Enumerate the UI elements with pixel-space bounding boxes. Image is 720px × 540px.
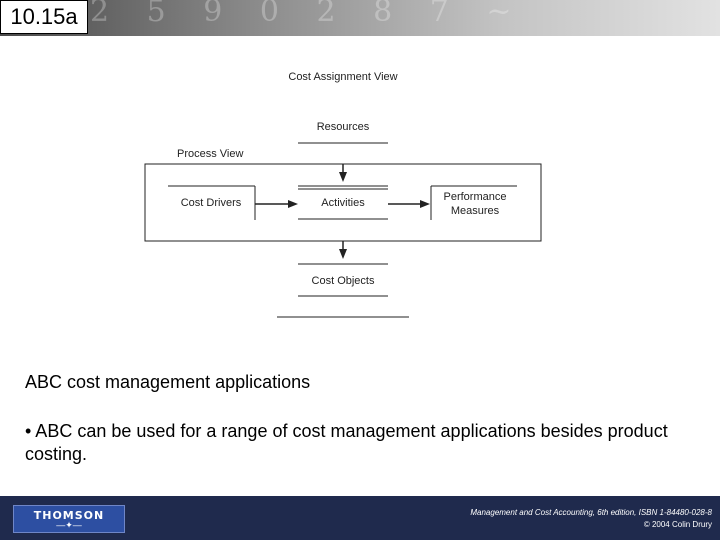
banner-decoration: 2 5 9 0 2 8 7 ~ — [90, 0, 526, 29]
cost-objects-arrow-head — [339, 249, 347, 259]
bullet-point: • ABC can be used for a range of cost management applications besides product costing. — [25, 421, 668, 464]
cost-objects-label: Cost Objects — [311, 275, 375, 287]
footer-copyright: © 2004 Colin Drury — [643, 520, 712, 529]
performance-measures-label-1: Performance — [443, 191, 507, 203]
drivers-to-activities-arrow-head — [288, 200, 298, 208]
resources-label: Resources — [316, 121, 370, 133]
activities-label: Activities — [321, 197, 365, 209]
slide-heading: ABC cost management applications — [25, 372, 311, 392]
cost-drivers-label: Cost Drivers — [180, 197, 242, 209]
logo-star-icon: —✦— — [56, 520, 82, 530]
resources-arrow-head — [339, 172, 347, 182]
footer-citation: Management and Cost Accounting, 6th edition, ISBN 1-84480-028-8 — [470, 508, 712, 517]
activities-to-performance-arrow-head — [420, 200, 430, 208]
thomson-logo — [13, 505, 125, 533]
cost-assignment-view-label: Cost Assignment View — [288, 71, 398, 83]
performance-measures-label-2: Measures — [450, 205, 500, 217]
slide-number: 10.15a — [0, 0, 88, 34]
process-view-label: Process View — [177, 148, 244, 160]
logo-text: THOMSON — [33, 509, 105, 522]
